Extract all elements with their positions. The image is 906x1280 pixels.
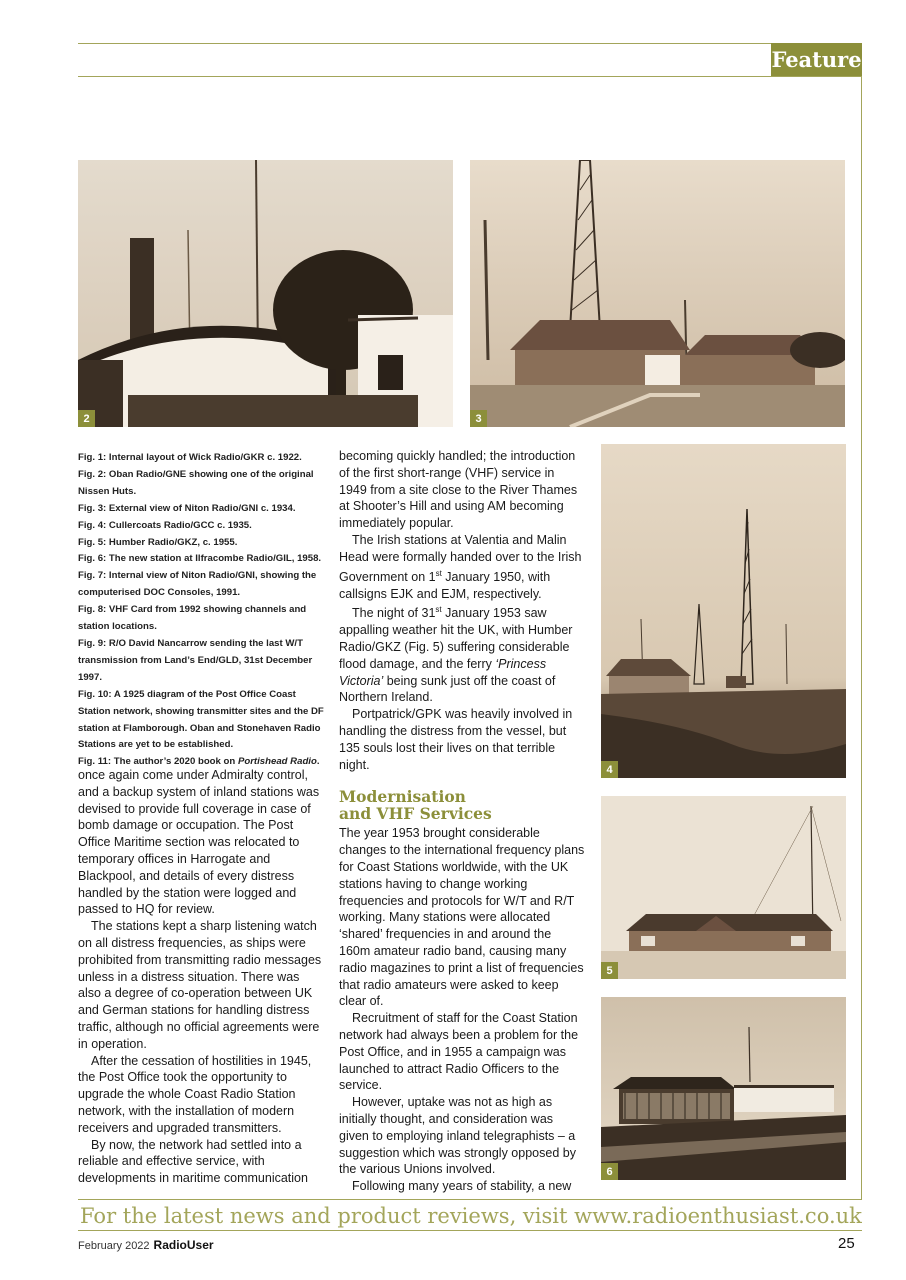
col2-p3-sup: st [435, 605, 442, 615]
header-rule-top [78, 43, 862, 44]
col2-p3-text-b: January 1953 saw appalling weather hit the UK, with Humber Radio/GKZ (Fig. 5) suffering considerable flood damage, and the ferry [339, 606, 573, 671]
figure-5-number: 5 [601, 962, 618, 979]
caption-fig-7: Fig. 7: Internal view of Niton Radio/GNI, showing the computerised DOC Consoles, 1991. [78, 570, 317, 599]
caption-fig-2: Fig. 2: Oban Radio/GNE showing one of the original Nissen Huts. [78, 468, 314, 497]
caption-fig-4: Fig. 4: Cullercoats Radio/GCC c. 1935. [78, 519, 252, 531]
caption-fig-11-title: Portishead Radio [237, 756, 317, 768]
page-number: 25 [838, 1235, 855, 1252]
caption-fig-8: Fig. 8: VHF Card from 1992 showing channels and station locations. [78, 604, 307, 633]
section-subheading [339, 788, 585, 822]
caption-fig-11-text: Fig. 11: The author’s 2020 book on [78, 756, 238, 768]
caption-fig-9: Fig. 9: R/O David Nancarrow sending the last W/T transmission from Land’s End/GLD, 31st December 1997. [78, 637, 313, 683]
section-tab: Feature [771, 43, 862, 76]
col2-paragraph-2 [339, 532, 585, 602]
figure-2-number: 2 [78, 410, 95, 427]
footer-rule-top [78, 1199, 862, 1200]
col2-p3-text-c: being sunk just off the coast of Northern Ireland. [339, 673, 556, 705]
caption-fig-5: Fig. 5: Humber Radio/GKZ, c. 1955. [78, 536, 238, 548]
col2-paragraph-4: Portpatrick/GPK was heavily involved in handling the distress from the vessel, but 135 souls lost their lives on that terrible night. [339, 707, 573, 772]
col2-paragraph-8: Following many years of stability, a new [352, 1179, 572, 1194]
figure-3-photo [470, 160, 845, 427]
caption-fig-1: Fig. 1: Internal layout of Wick Radio/GKR c. 1922. [78, 452, 302, 463]
subheading-line-1: Modernisation [339, 787, 466, 807]
figure-6-photo [601, 997, 846, 1180]
footer-date: February 2022 [78, 1240, 150, 1252]
figure-4-photo [601, 444, 846, 778]
figure-4-number: 4 [601, 761, 618, 778]
col2-p2-text-a: The Irish stations at Valentia and Malin Head were formally handed over to the Irish Government on 1 [339, 532, 582, 584]
col2-paragraph-7: However, uptake was not as high as initially thought, and consideration was given to employing inland telegraphists – a suggestion which was strongly opposed by the various Unions involved. [339, 1095, 576, 1177]
figure-6-number: 6 [601, 1163, 618, 1180]
humber-radio-image [601, 796, 846, 979]
figure-5-photo [601, 796, 846, 979]
col2-p2-text-b: January 1950, with callsigns EJK and EJM, respectively. [339, 569, 551, 601]
footer-banner: For the latest news and product reviews, visit www.radioenthusiast.co.uk [80, 1204, 862, 1228]
col1-paragraph-1: once again come under Admiralty control, and a backup system of inland stations was devised to provide full coverage in case of bomb damage or occupation. The Post Office Maritime section was relocated to temporary offices in Harrogate and Blackpool, and details of every distress handled by the station were logged and passed to HQ for review. [78, 768, 320, 917]
figure-captions [78, 450, 330, 771]
caption-fig-6: Fig. 6: The new station at Ilfracombe Radio/GIL, 1958. [78, 553, 322, 565]
col2-paragraph-5: The year 1953 brought considerable changes to the international frequency plans for Coast Stations worldwide, with the UK stations having to change working frequencies and protocols for W/T and R/T working. Many stations were allocated ‘shared’ frequencies in and around the 160m amateur radio band, causing many radio magazines to print a list of frequencies that radio amateurs were asked to keep clear of. [339, 826, 585, 1009]
caption-fig-3: Fig. 3: External view of Niton Radio/GNI c. 1934. [78, 502, 296, 514]
nissen-hut-image [78, 160, 453, 427]
footer-magazine: RadioUser [153, 1238, 214, 1252]
article-column-1 [78, 767, 323, 1187]
col1-paragraph-3: After the cessation of hostilities in 1945, the Post Office took the opportunity to upgrade the whole Coast Radio Station network, with the installation of modern receivers and upgraded transmitters. [78, 1053, 312, 1135]
cullercoats-radio-image [601, 444, 846, 778]
header-rule-bottom [78, 76, 862, 77]
right-border-rule [861, 76, 862, 1200]
niton-radio-image [470, 160, 845, 427]
col2-p2-sup: st [435, 568, 442, 578]
col2-p3-text-a: The night of 31 [352, 606, 436, 621]
caption-fig-11-end: . [316, 756, 320, 768]
figure-2-photo [78, 160, 453, 427]
col2-paragraph-3 [339, 602, 585, 706]
ilfracombe-radio-image [601, 997, 846, 1180]
col1-paragraph-2: The stations kept a sharp listening watch on all distress frequencies, as ships were prohibited from transmitting radio messages unless in a distress situation. There was also a degree of co-operation between UK and German stations for handling distress traffic, although no official agreements were in operation. [78, 919, 322, 1051]
article-column-2 [339, 448, 585, 1195]
col2-paragraph-6: Recruitment of staff for the Coast Station network had always been a problem for the Post Office, and in 1955 a campaign was launched to attract Radio Officers to the service. [339, 1011, 579, 1093]
col2-p3-ship-name: ‘Princess Victoria’ [339, 656, 547, 688]
footer-issue [78, 1238, 214, 1252]
caption-fig-10: Fig. 10: A 1925 diagram of the Post Office Coast Station network, showing transmitter sites and the DF station at Flamborough. Oban and Stonehaven Radio Stations are yet to be established. [78, 688, 324, 751]
col1-paragraph-4: By now, the network had settled into a reliable and effective service, with developments in maritime communication [78, 1137, 308, 1186]
figure-3-number: 3 [470, 410, 487, 427]
subheading-line-2: and VHF Services [339, 804, 492, 824]
col2-paragraph-1: becoming quickly handled; the introduction of the first short-range (VHF) service in 1949 from a site close to the River Thames at Shooter’s Hill and using AM becoming immediately popular. [339, 449, 578, 531]
